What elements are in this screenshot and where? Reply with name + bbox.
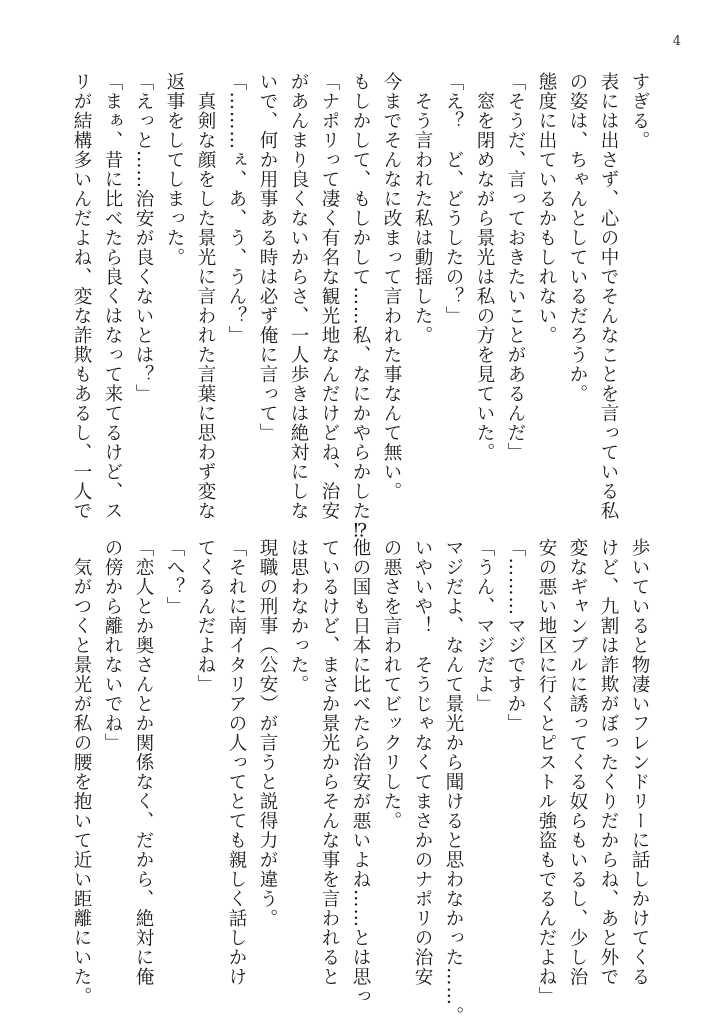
text-line: すぎる。 <box>629 72 650 150</box>
text-line: 「恋人とか奥さんとか関係なく、だから、絶対に俺 <box>133 538 154 987</box>
text-line: 表には出さず、心の中でそんなことを言っている私 <box>598 72 619 521</box>
text-line: そう言われた私は動揺した。 <box>412 72 433 345</box>
text-line: 「………マジですか」 <box>505 538 526 733</box>
page-number: 4 <box>672 34 681 49</box>
text-line: 返事をしてしまった。 <box>164 72 185 267</box>
text-line: の傍から離れないでね」 <box>102 538 123 753</box>
text-line: があんまり良くないからさ、一人歩きは絶対にしな <box>288 72 309 521</box>
text-line: 「うん、マジだよ」 <box>474 538 495 714</box>
text-line: 歩いていると物凄いフレンドリーに話しかけてくる <box>629 538 650 987</box>
text-line: の悪さを言われてビックリした。 <box>381 538 402 831</box>
text-line: 「えっと……治安が良くないとは？」 <box>133 72 154 404</box>
text-line: 「まぁ、昔に比べたら良くはなって来てるけど、ス <box>102 72 123 521</box>
text-line: 気がつくと景光が私の腰を抱いて近い距離にいた。 <box>71 538 92 1006</box>
text-line: てくるんだよね」 <box>195 538 216 694</box>
text-line: マジだよ、なんて景光から聞けると思わなかった……。 <box>443 538 464 1026</box>
text-line: リが結構多いんだよね、変な詐欺もあるし、一人で <box>71 72 92 521</box>
text-line: もしかして、もしかして……私、なにかやらかした⁉ <box>350 72 371 543</box>
upper-text-block <box>71 72 655 543</box>
text-line: 変なギャンブルに誘ってくる奴らもいるし、少し治 <box>567 538 588 987</box>
text-line: 他の国も日本に比べたら治安が悪いよね……とは思っ <box>350 538 371 1006</box>
text-line: 「そうだ、言っておきたいことがあるんだ」 <box>505 72 526 462</box>
text-line: 真剣な顔をした景光に言われた言葉に思わず変な <box>195 72 216 521</box>
text-line: 態度に出ているかもしれない。 <box>536 72 557 345</box>
text-line: は思わなかった。 <box>288 538 309 694</box>
text-line: 窓を閉めながら景光は私の方を見ていた。 <box>474 72 495 462</box>
text-line: 安の悪い地区に行くとピストル強盗もでるんだよね」 <box>536 538 557 1006</box>
text-line: いで、何か用事ある時は必ず俺に言って」 <box>257 72 278 443</box>
text-line: の姿は、ちゃんとしているだろうか。 <box>567 72 588 404</box>
text-line: 「へ？」 <box>164 538 185 616</box>
text-line: 「ナポリって凄く有名な観光地なんだけどね、治安 <box>319 72 340 521</box>
text-line: けど、九割は詐欺がぼったくりだからね、あと外で <box>598 538 619 987</box>
text-line: いやいや！ そうじゃなくてまさかのナポリの治安 <box>412 538 433 987</box>
text-line: 「それに南イタリアの人ってとても親しく話しかけ <box>226 538 247 987</box>
text-line: 現職の刑事（公安）が言うと説得力が違う。 <box>257 538 278 928</box>
text-line: 「………ぇ、あ、う、うん？」 <box>226 72 247 345</box>
text-line: ているけど、まさか景光からそんな事を言われると <box>319 538 340 987</box>
text-line: 今までそんなに改まって言われた事なんて無い。 <box>381 72 402 501</box>
text-line: 「え？ ど、どうしたの？」 <box>443 72 464 326</box>
lower-text-block <box>71 538 655 1026</box>
